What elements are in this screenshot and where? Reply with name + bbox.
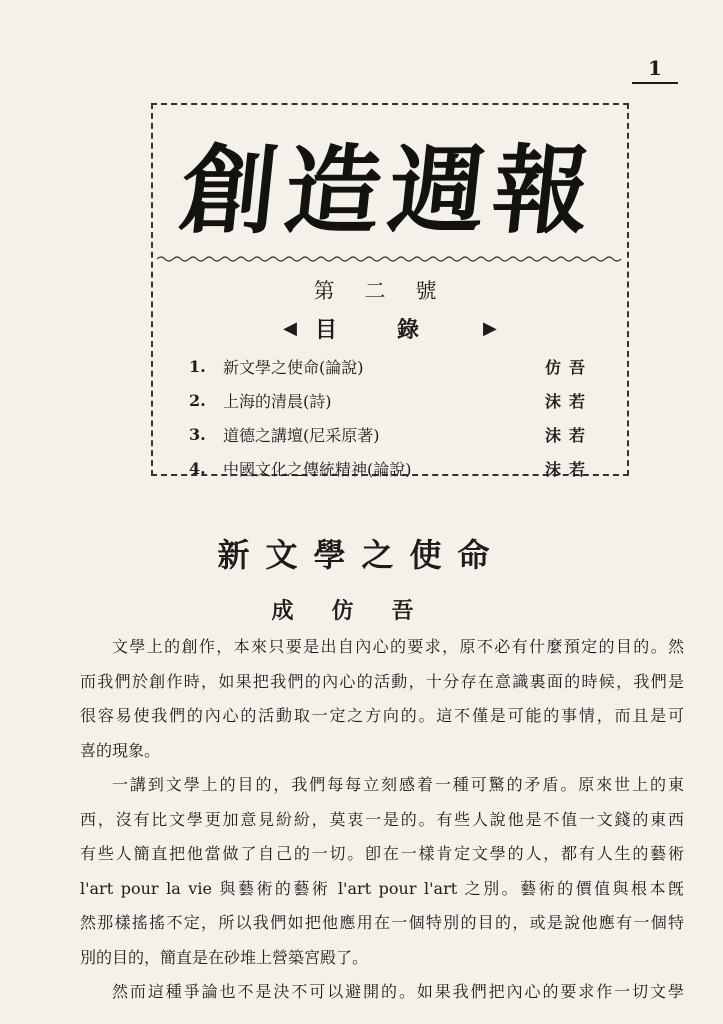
toc-item (189, 383, 593, 417)
toc-item-author: 沫若 (544, 459, 593, 479)
toc-item (189, 451, 593, 485)
page-number: 1 (632, 56, 678, 84)
toc-item-author: 沫若 (544, 425, 593, 445)
body-line: 喜的現象。 (80, 740, 161, 760)
body-line: 而我們於創作時，如果把我們的內心的活動，十分存在意識裏面的時候，我們是 (80, 671, 684, 691)
toc-item-title: 中國文化之傳統精神(論說) (223, 459, 412, 479)
article-title: 新文學之使命 (217, 536, 506, 574)
body-line: 有些人簡直把他當做了自己的一切。卽在一樣肯定文學的人，都有人生的藝術 (80, 844, 684, 863)
toc-item-author: 仿吾 (544, 357, 593, 377)
toc-item-title: 道德之講壇(尼采原著) (223, 425, 380, 445)
masthead-title: 創造週報 (175, 133, 604, 247)
toc-item-number: 1. (189, 356, 206, 376)
toc-item-author: 沫若 (544, 391, 593, 411)
toc-item (189, 349, 593, 383)
toc-item-number: 4. (189, 458, 206, 478)
toc-item-number: 3. (189, 424, 206, 444)
body-line: 然那樣搖搖不定，所以我們如把他應用在一個特別的目的，或是說他應有一個特 (80, 913, 684, 932)
body-line: 西，沒有比文學更加意見紛紛，莫衷一是的。有些人說他是不值一文錢的東西 (80, 809, 684, 829)
body-line: 別的目的，簡直是在砂堆上營築宮殿了。 (80, 947, 369, 967)
wavy-divider (157, 255, 623, 263)
toc-heading-label: 目錄 (314, 317, 479, 343)
toc-list (189, 349, 593, 485)
toc-item (189, 417, 593, 451)
issue-number: 第二號 (313, 279, 467, 303)
body-line: 一講到文學上的目的，我們每每立刻感着一種可驚的矛盾。原來世上的東 (112, 775, 684, 794)
body-line: 然而這種爭論也不是決不可以避開的。如果我們把內心的要求作一切文學 (112, 982, 684, 1001)
toc-heading (153, 313, 627, 344)
table-of-contents-box (151, 103, 629, 479)
body-line: 很容易使我們的內心的活動取一定之方向的。這不僅是可能的事情，而且是可 (80, 706, 684, 725)
toc-item-title: 新文學之使命(論說) (223, 357, 364, 377)
article-author: 成仿吾 (271, 598, 452, 624)
body-line: 文學上的創作，本來只要是出自內心的要求，原不必有什麼預定的目的。然 (112, 637, 684, 656)
left-triangle-icon: ◀ (283, 318, 297, 339)
article-body (80, 630, 684, 1010)
toc-item-title: 上海的清晨(詩) (223, 391, 332, 411)
right-triangle-icon: ▶ (483, 318, 497, 339)
body-line: l'art pour la vie 與藝術的藝術 l'art pour l'art 之別。藝術的價值與根本旣 (80, 878, 684, 898)
toc-item-number: 2. (189, 390, 206, 410)
